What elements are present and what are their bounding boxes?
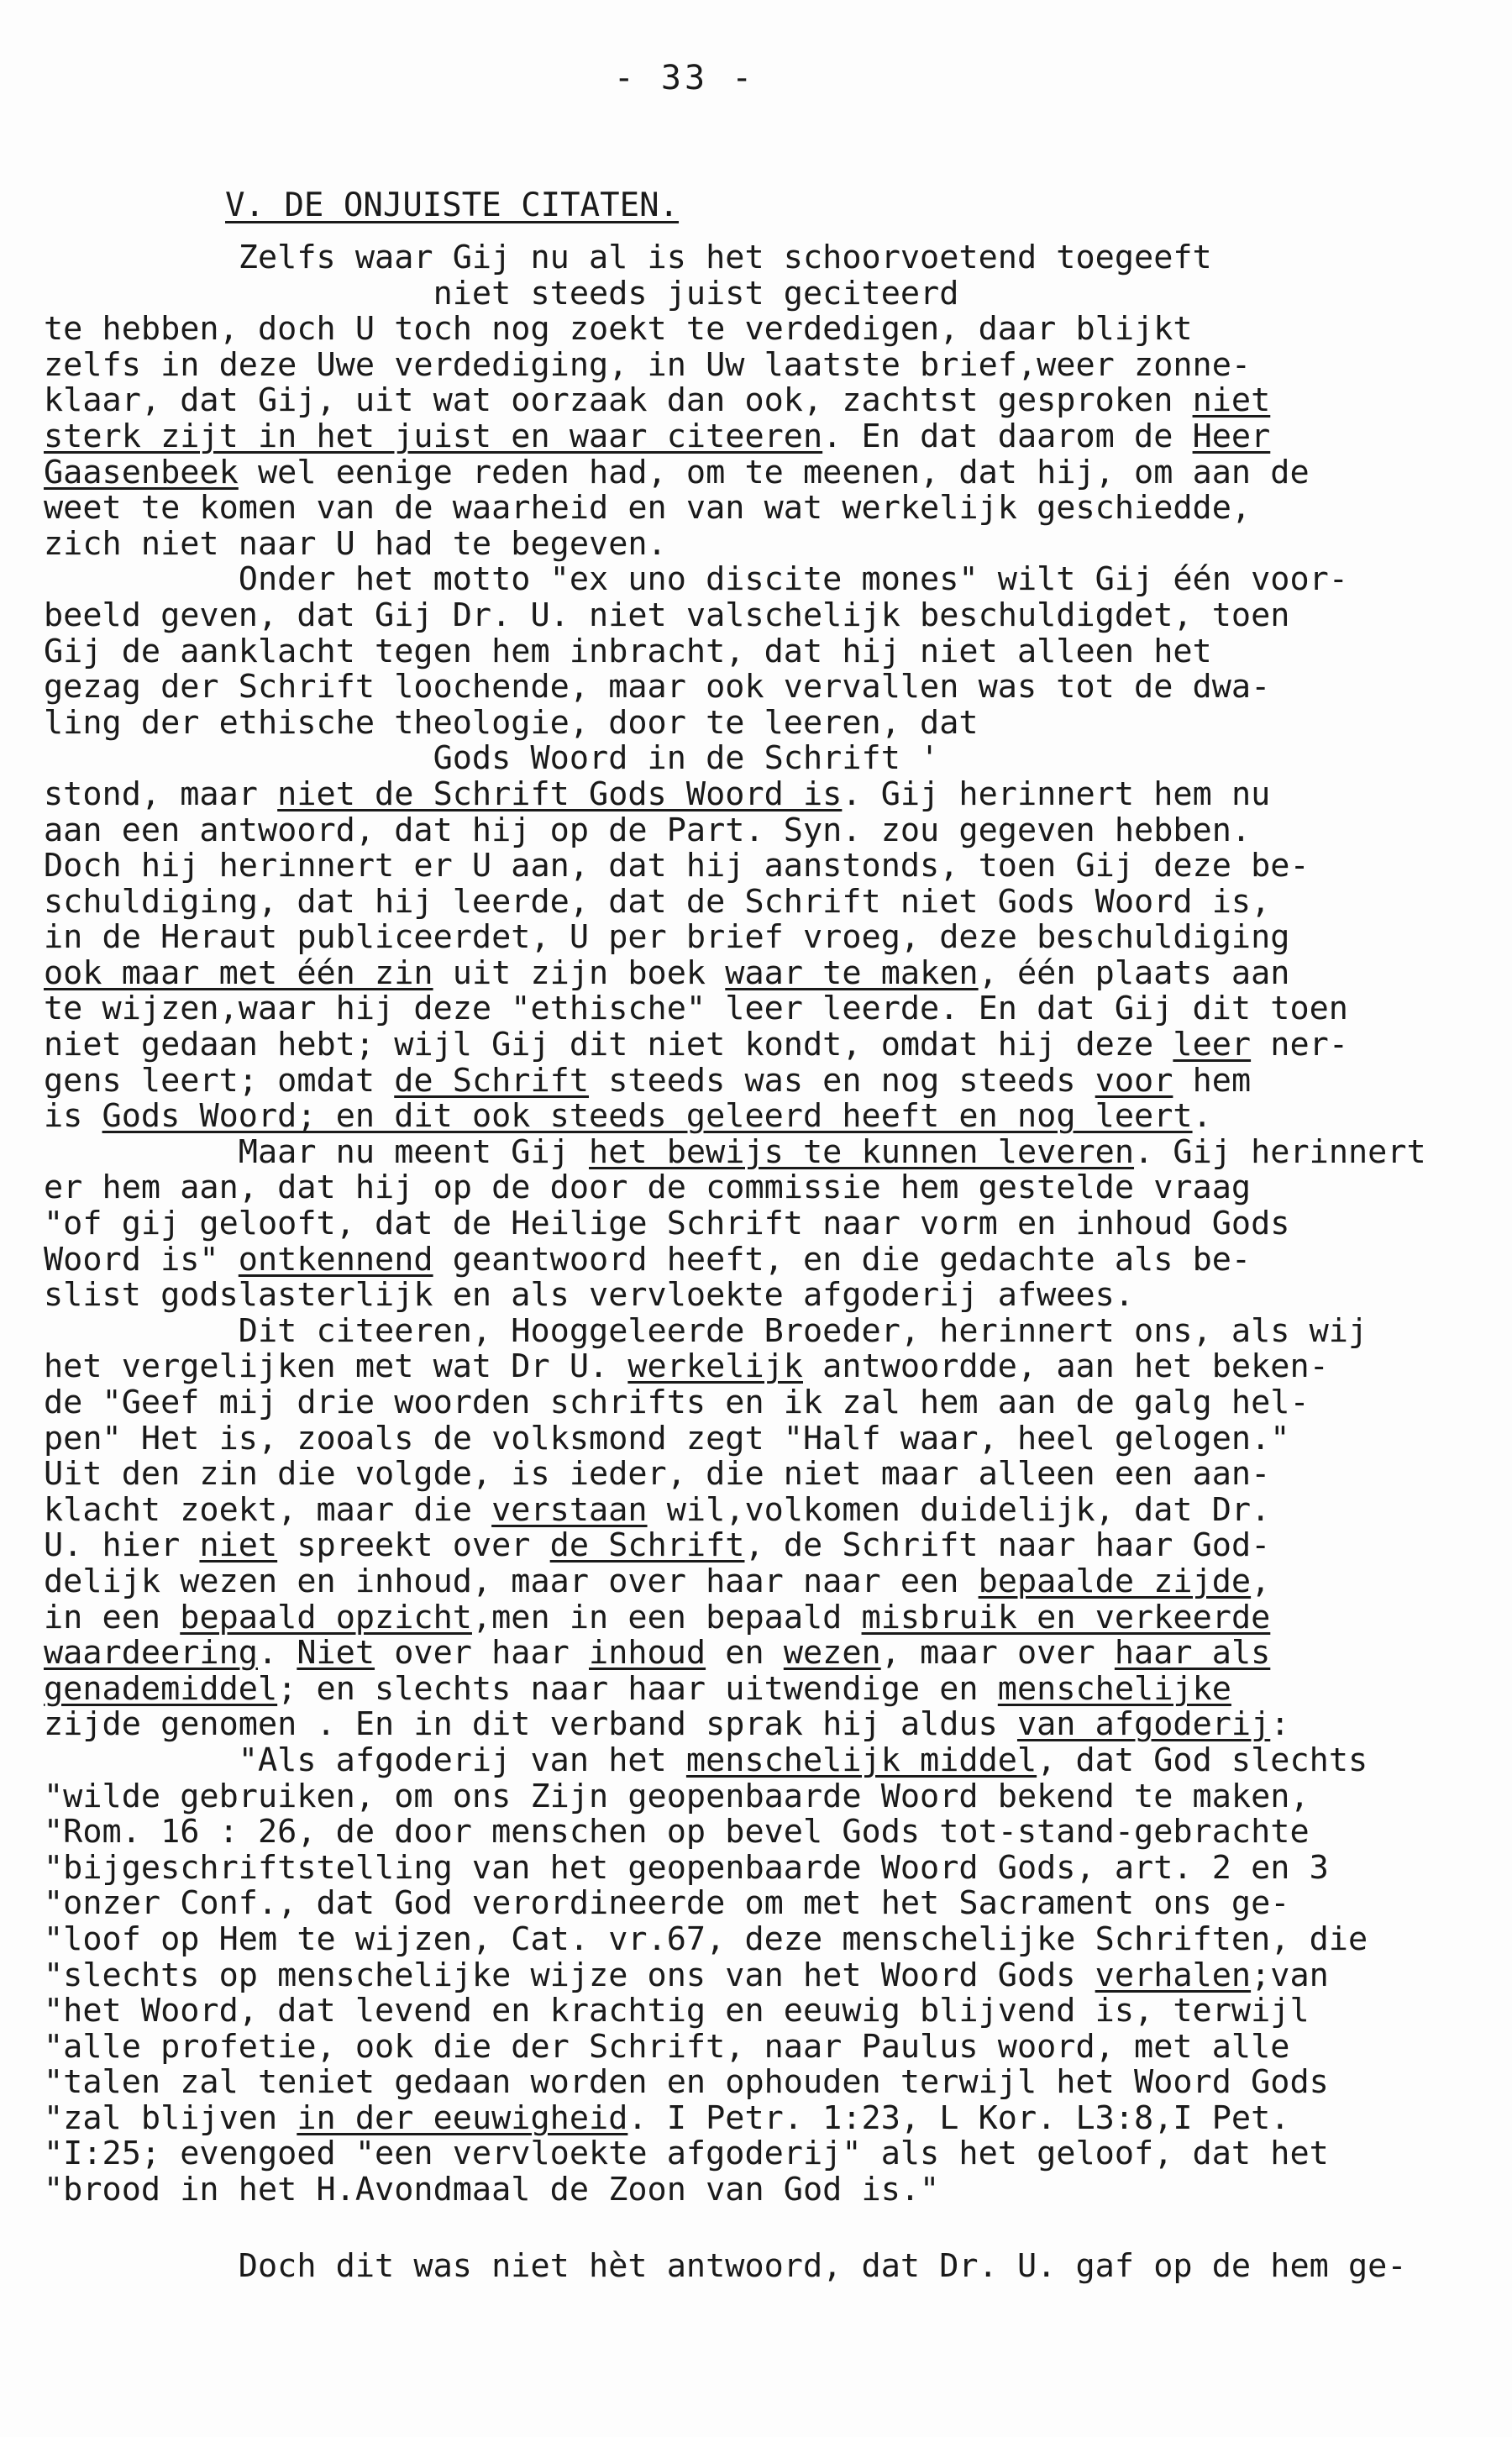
underlined-phrase: menschelijke xyxy=(997,1671,1231,1708)
text-line: Doch hij herinnert er U aan, dat hij aanstonds, toen Gij deze be- xyxy=(44,848,1310,885)
text-line: "Als afgoderij van het menschelijk middel, dat God slechts xyxy=(44,1742,1368,1779)
underlined-phrase: waardeering xyxy=(44,1636,258,1672)
underlined-phrase: in der eeuwigheid xyxy=(297,2100,628,2137)
text-line: in de Heraut publiceerdet, U per brief vroeg, deze beschuldiging xyxy=(44,920,1290,956)
text-line: gezag der Schrift loochende, maar ook vervallen was tot de dwa- xyxy=(44,670,1271,706)
underlined-phrase: niet xyxy=(1192,383,1271,419)
underlined-phrase: ontkennend xyxy=(238,1242,433,1279)
underlined-phrase: de Schrift xyxy=(549,1528,745,1564)
text-line: Gij de aanklacht tegen hem inbracht, dat hij niet alleen het xyxy=(44,633,1212,670)
text-line: "I:25; evengoed "een vervloekte afgoderij" als het geloof, dat het xyxy=(44,2136,1329,2173)
underlined-phrase: bepaalde zijde xyxy=(978,1563,1252,1600)
text-line: pen" Het is, zooals de volksmond zegt "Half waar, heel gelogen." xyxy=(44,1421,1290,1457)
text-line: "Rom. 16 : 26, de door menschen op bevel Gods tot-stand-gebrachte xyxy=(44,1815,1310,1851)
text-line: ling der ethische theologie, door te leeren, dat xyxy=(44,705,979,742)
text-line: waardeering. Niet over haar inhoud en wezen, maar over haar als xyxy=(44,1636,1271,1672)
text-line: zijde genomen . En in dit verband sprak hij aldus van afgoderij: xyxy=(44,1707,1290,1743)
underlined-phrase: niet de Schrift Gods Woord is xyxy=(277,776,843,813)
underlined-phrase: haar als xyxy=(1114,1636,1271,1672)
underlined-phrase: de Schrift xyxy=(394,1063,590,1100)
underlined-phrase: Gaasenbeek xyxy=(44,454,239,491)
underlined-phrase: waar te maken xyxy=(725,955,979,992)
text-line: Dit citeeren, Hooggeleerde Broeder, herinnert ons, als wij xyxy=(44,1313,1368,1350)
underlined-phrase: Heer xyxy=(1192,418,1271,455)
text-line: stond, maar niet de Schrift Gods Woord is. Gij herinnert hem nu xyxy=(44,776,1271,813)
underlined-phrase: genademiddel xyxy=(44,1671,278,1708)
underlined-phrase: sterk zijt in het juist en waar citeeren xyxy=(44,418,823,455)
text-line: "het Woord, dat levend en krachtig en eeuwig blijvend is, terwijl xyxy=(44,1993,1310,2030)
underlined-phrase: leer xyxy=(1173,1027,1252,1064)
text-line: Onder het motto "ex uno discite mones" wilt Gij één voor- xyxy=(44,562,1348,598)
text-line: te wijzen,waar hij deze "ethische" leer leerde. En dat Gij dit toen xyxy=(44,991,1348,1028)
text-line: "alle profetie, ook die der Schrift, naar Paulus woord, met alle xyxy=(44,2029,1290,2066)
text-line: is Gods Woord; en dit ook steeds geleerd heeft en nog leert. xyxy=(44,1099,1212,1135)
text-line: Zelfs waar Gij nu al is het schoorvoetend toegeeft xyxy=(44,240,1212,276)
text-line: Uit den zin die volgde, is ieder, die niet maar alleen een aan- xyxy=(44,1457,1271,1493)
text-line xyxy=(44,2209,1472,2249)
underlined-phrase: Niet xyxy=(297,1636,375,1672)
text-line: U. hier niet spreekt over de Schrift, de Schrift naar haar God- xyxy=(44,1528,1271,1564)
underlined-phrase: niet xyxy=(199,1528,278,1564)
text-line: klacht zoekt, maar die verstaan wil,volkomen duidelijk, dat Dr. xyxy=(44,1492,1271,1529)
text-line: weet te komen van de waarheid en van wat werkelijk geschiedde, xyxy=(44,491,1252,527)
underlined-phrase: misbruik en verkeerde xyxy=(861,1599,1271,1636)
text-line: beeld geven, dat Gij Dr. U. niet valschelijk beschuldigdet, toen xyxy=(44,597,1290,634)
text-line: "slechts op menschelijke wijze ons van het Woord Gods verhalen;van xyxy=(44,1957,1329,1994)
section-title: V. DE ONJUISTE CITATEN. xyxy=(225,186,680,224)
text-line: "bijgeschriftstelling van het geopenbaarde Woord Gods, art. 2 en 3 xyxy=(44,1850,1329,1887)
underlined-phrase: bepaald opzicht xyxy=(180,1599,472,1636)
text-line: er hem aan, dat hij op de door de commissie hem gestelde vraag xyxy=(44,1170,1252,1207)
text-line: gens leert; omdat de Schrift steeds was en nog steeds voor hem xyxy=(44,1063,1252,1100)
underlined-phrase: menschelijk middel xyxy=(685,1742,1037,1779)
underlined-phrase: verstaan xyxy=(491,1492,648,1529)
text-line: Gaasenbeek wel eenige reden had, om te meenen, dat hij, om aan de xyxy=(44,454,1310,491)
underlined-phrase: ook maar met één zin xyxy=(44,955,433,992)
text-line: ook maar met één zin uit zijn boek waar te maken, één plaats aan xyxy=(44,955,1290,992)
text-line: "wilde gebruiken, om ons Zijn geopenbaarde Woord bekend te maken, xyxy=(44,1778,1310,1815)
text-line: "of gij gelooft, dat de Heilige Schrift naar vorm en inhoud Gods xyxy=(44,1206,1290,1242)
text-line: slist godslasterlijk en als vervloekte afgoderij afwees. xyxy=(44,1278,1135,1314)
text-line: aan een antwoord, dat hij op de Part. Syn. zou gegeven hebben. xyxy=(44,812,1252,849)
page-number: - 33 - xyxy=(613,59,756,97)
text-line: niet gedaan hebt; wijl Gij dit niet kondt, omdat hij deze leer ner- xyxy=(44,1027,1349,1064)
text-line: niet steeds juist geciteerd xyxy=(44,276,959,313)
body-text xyxy=(44,240,1472,2284)
text-line: zich niet naar U had te begeven. xyxy=(44,526,667,563)
text-line: Maar nu meent Gij het bewijs te kunnen leveren. Gij herinnert xyxy=(44,1134,1426,1171)
text-line: "talen zal teniet gedaan worden en ophouden terwijl het Woord Gods xyxy=(44,2065,1329,2101)
text-line: "loof op Hem te wijzen, Cat. vr.67, deze menschelijke Schriften, die xyxy=(44,1921,1368,1958)
text-line: "zal blijven in der eeuwigheid. I Petr. 1:23, L Kor. L3:8,I Pet. xyxy=(44,2100,1290,2137)
text-line: Doch dit was niet hèt antwoord, dat Dr. U. gaf op de hem ge- xyxy=(44,2248,1407,2285)
text-line: zelfs in deze Uwe verdediging, in Uw laatste brief,weer zonne- xyxy=(44,347,1252,384)
text-line: genademiddel; en slechts naar haar uitwendige en menschelijke xyxy=(44,1671,1231,1708)
text-line: het vergelijken met wat Dr U. werkelijk antwoordde, aan het beken- xyxy=(44,1349,1329,1385)
text-line: "onzer Conf., dat God verordineerde om met het Sacrament ons ge- xyxy=(44,1886,1290,1922)
underlined-phrase: inhoud xyxy=(589,1636,706,1672)
text-line: in een bepaald opzicht,men in een bepaald misbruik en verkeerde xyxy=(44,1599,1271,1636)
text-line: klaar, dat Gij, uit wat oorzaak dan ook, zachtst gesproken niet xyxy=(44,383,1271,419)
underlined-phrase: verhalen xyxy=(1095,1957,1252,1994)
underlined-phrase: wezen xyxy=(783,1636,881,1672)
text-line: Woord is" ontkennend geantwoord heeft, en die gedachte als be- xyxy=(44,1242,1252,1279)
text-line: delijk wezen en inhoud, maar over haar naar een bepaalde zijde, xyxy=(44,1563,1271,1600)
text-line: sterk zijt in het juist en waar citeeren. En dat daarom de Heer xyxy=(44,418,1271,455)
text-line: "brood in het H.Avondmaal de Zoon van God is." xyxy=(44,2172,940,2209)
underlined-phrase: van afgoderij xyxy=(1016,1707,1271,1743)
underlined-phrase: werkelijk xyxy=(627,1349,803,1385)
underlined-phrase: Gods Woord; en dit ook steeds geleerd heeft en nog leert xyxy=(102,1099,1193,1135)
text-line: te hebben, doch U toch nog zoekt te verdedigen, daar blijkt xyxy=(44,312,1193,348)
text-line: Gods Woord in de Schrift ' xyxy=(44,741,940,777)
text-line: de "Geef mij drie woorden schrifts en ik zal hem aan de galg hel- xyxy=(44,1385,1310,1421)
underlined-phrase: voor xyxy=(1095,1063,1173,1100)
underlined-phrase: het bewijs te kunnen leveren xyxy=(589,1134,1135,1171)
text-line: schuldiging, dat hij leerde, dat de Schrift niet Gods Woord is, xyxy=(44,884,1271,921)
